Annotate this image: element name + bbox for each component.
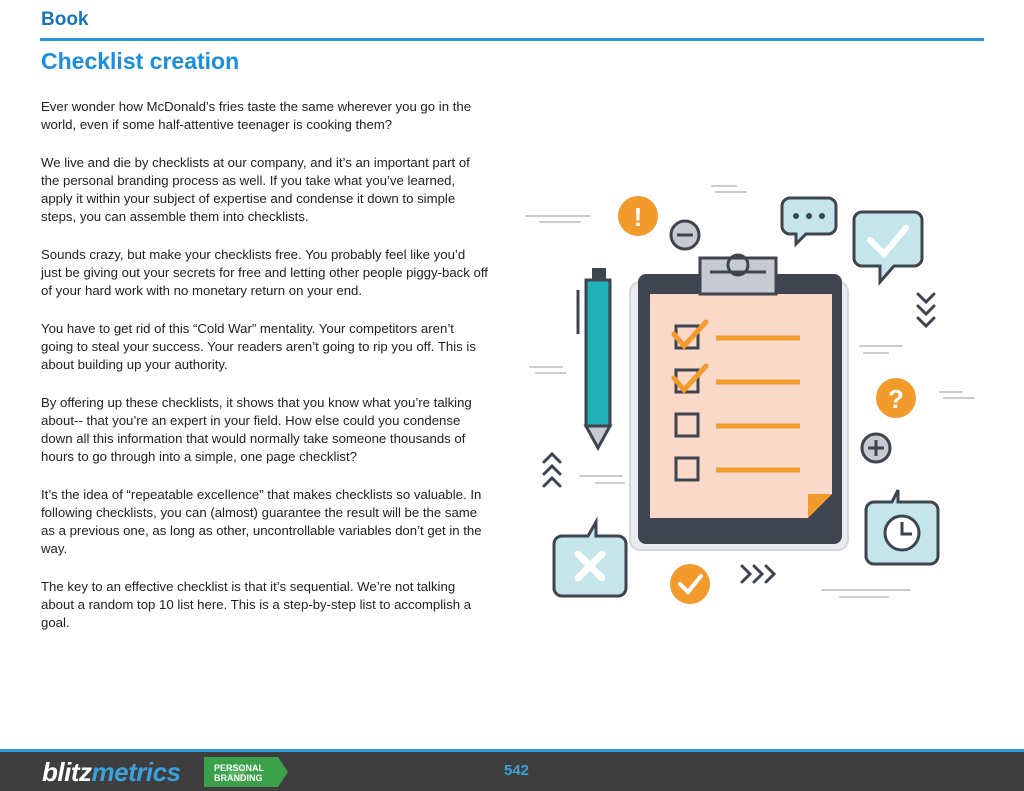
minus-icon [671, 221, 699, 249]
personal-branding-tag [204, 757, 288, 787]
paragraph: You have to get rid of this “Cold War” mentality. Your competitors aren’t going to steal your success. Your readers aren’t going to rip you off. This is about building up your authority. [41, 321, 476, 372]
clock-bubble-icon [866, 490, 938, 564]
tag-line: BRANDING [214, 773, 263, 783]
paragraph: It’s the idea of “repeatable excellence” that makes checklists so valuable. In following checklists, you can (almost) guarantee the result will be the same as a previous one, as long as other, uncontrollable variables don’t get in the way. [41, 487, 482, 556]
blitzmetrics-logo [42, 757, 181, 788]
chevrons-up-icon [544, 454, 560, 486]
exclamation-symbol: ! [633, 202, 643, 232]
chevrons-right-icon [742, 566, 774, 582]
paragraph: The key to an effective checklist is that it’s sequential. We’re not talking about a random top 10 list here. This is a step-by-step list to accomplish a goal. [41, 579, 472, 630]
question-icon [876, 378, 916, 418]
logo-part-metrics: metrics [91, 757, 181, 787]
paragraph: Sounds crazy, but make your checklists free. You probably feel like you’d just be giving out your secrets for free and letting other people piggy-back off of your hard work with no monetary return on your end. [41, 247, 488, 298]
paragraph: By offering up these checklists, it shows that you know what you’re talking about-- that you’re an expert in your field. How else could you condense down all this information that would normally take someone thousands of hours to go through into a simple, one page checklist? [41, 395, 472, 464]
header-rule [40, 38, 984, 41]
checklist-illustration [520, 176, 990, 616]
clipboard [630, 255, 848, 550]
logo-part-blitz: blitz [42, 757, 92, 787]
page-number: 542 [504, 762, 530, 779]
check-bubble-icon [854, 212, 922, 282]
chevrons-down-icon [918, 294, 934, 326]
close-bubble-icon [554, 522, 626, 596]
check-circle-icon [670, 564, 710, 604]
page-title: Checklist creation [41, 48, 240, 74]
chat-bubble-icon [782, 198, 836, 244]
plus-icon [862, 434, 890, 462]
tag-text [214, 763, 264, 783]
pen-icon [578, 268, 610, 448]
paragraph: We live and die by checklists at our company, and it’s an important part of the personal branding process as well. If you take what you’ve learned, apply it within your subject of expertise and condense it down to simple steps, you can assemble them into checklists. [41, 155, 470, 224]
paragraph: Ever wonder how McDonald’s fries taste the same wherever you go in the world, even if some half-attentive teenager is cooking them? [41, 99, 472, 132]
footer [0, 749, 1024, 791]
question-symbol: ? [888, 384, 904, 414]
section-label: Book [41, 9, 89, 30]
exclamation-icon [618, 196, 658, 236]
body-text [41, 98, 489, 652]
tag-line: PERSONAL [214, 763, 265, 773]
